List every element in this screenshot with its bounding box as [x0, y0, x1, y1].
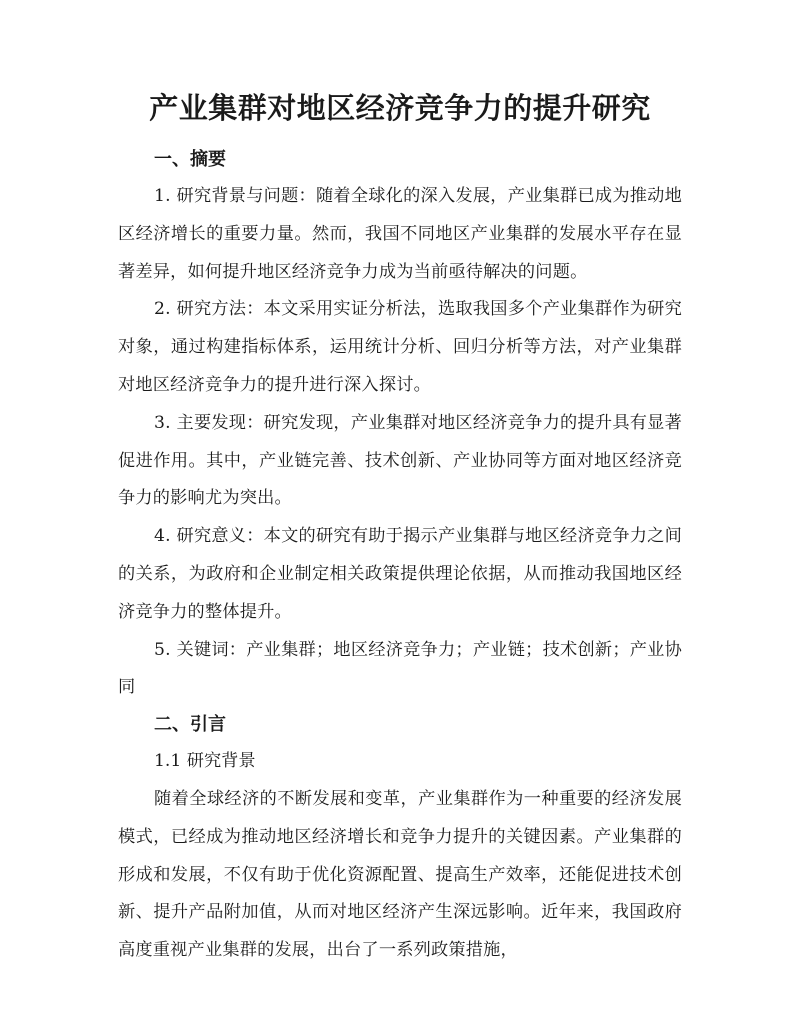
- abstract-paragraph-findings: 3. 主要发现：研究发现，产业集群对地区经济竞争力的提升具有显著促进作用。其中，产业链完善、技术创新、产业协同等方面对地区经济竞争力的影响尤为突出。: [118, 412, 682, 509]
- introduction-paragraph: 随着全球经济的不断发展和变革，产业集群作为一种重要的经济发展模式，已经成为推动地区经济增长和竞争力提升的关键因素。产业集群的形成和发展，不仅有助于优化资源配置、提高生产效率，还能促进技术创新、提升产品附加值，从而对地区经济产生深远影响。近年来，我国政府高度重视产业集群的发展，出台了一系列政策措施，: [118, 788, 682, 961]
- section-heading-abstract: 一、摘要: [154, 149, 226, 170]
- section-heading-introduction: 二、引言: [154, 714, 226, 736]
- section-abstract: [118, 142, 682, 707]
- abstract-paragraph-significance: 4. 研究意义：本文的研究有助于揭示产业集群与地区经济竞争力之间的关系，为政府和企业制定相关政策提供理论依据，从而推动我国地区经济竞争力的整体提升。: [118, 526, 682, 622]
- abstract-paragraph-background: 1. 研究背景与问题：随着全球化的深入发展，产业集群已成为推动地区经济增长的重要力量。然而，我国不同地区产业集群的发展水平存在显著差异，如何提升地区经济竞争力成为当前亟待解决的问题。: [118, 186, 682, 282]
- document-page: [118, 88, 682, 970]
- subsection-heading-background: 1.1 研究背景: [154, 751, 256, 772]
- abstract-paragraph-method: 2. 研究方法：本文采用实证分析法，选取我国多个产业集群作为研究对象，通过构建指标体系，运用统计分析、回归分析等方法，对产业集群对地区经济竞争力的提升进行深入探讨。: [118, 299, 682, 395]
- abstract-paragraph-keywords: 5. 关键词：产业集群；地区经济竞争力；产业链；技术创新；产业协同: [118, 639, 682, 698]
- section-introduction: [118, 707, 682, 970]
- document-title: 产业集群对地区经济竞争力的提升研究: [149, 91, 651, 125]
